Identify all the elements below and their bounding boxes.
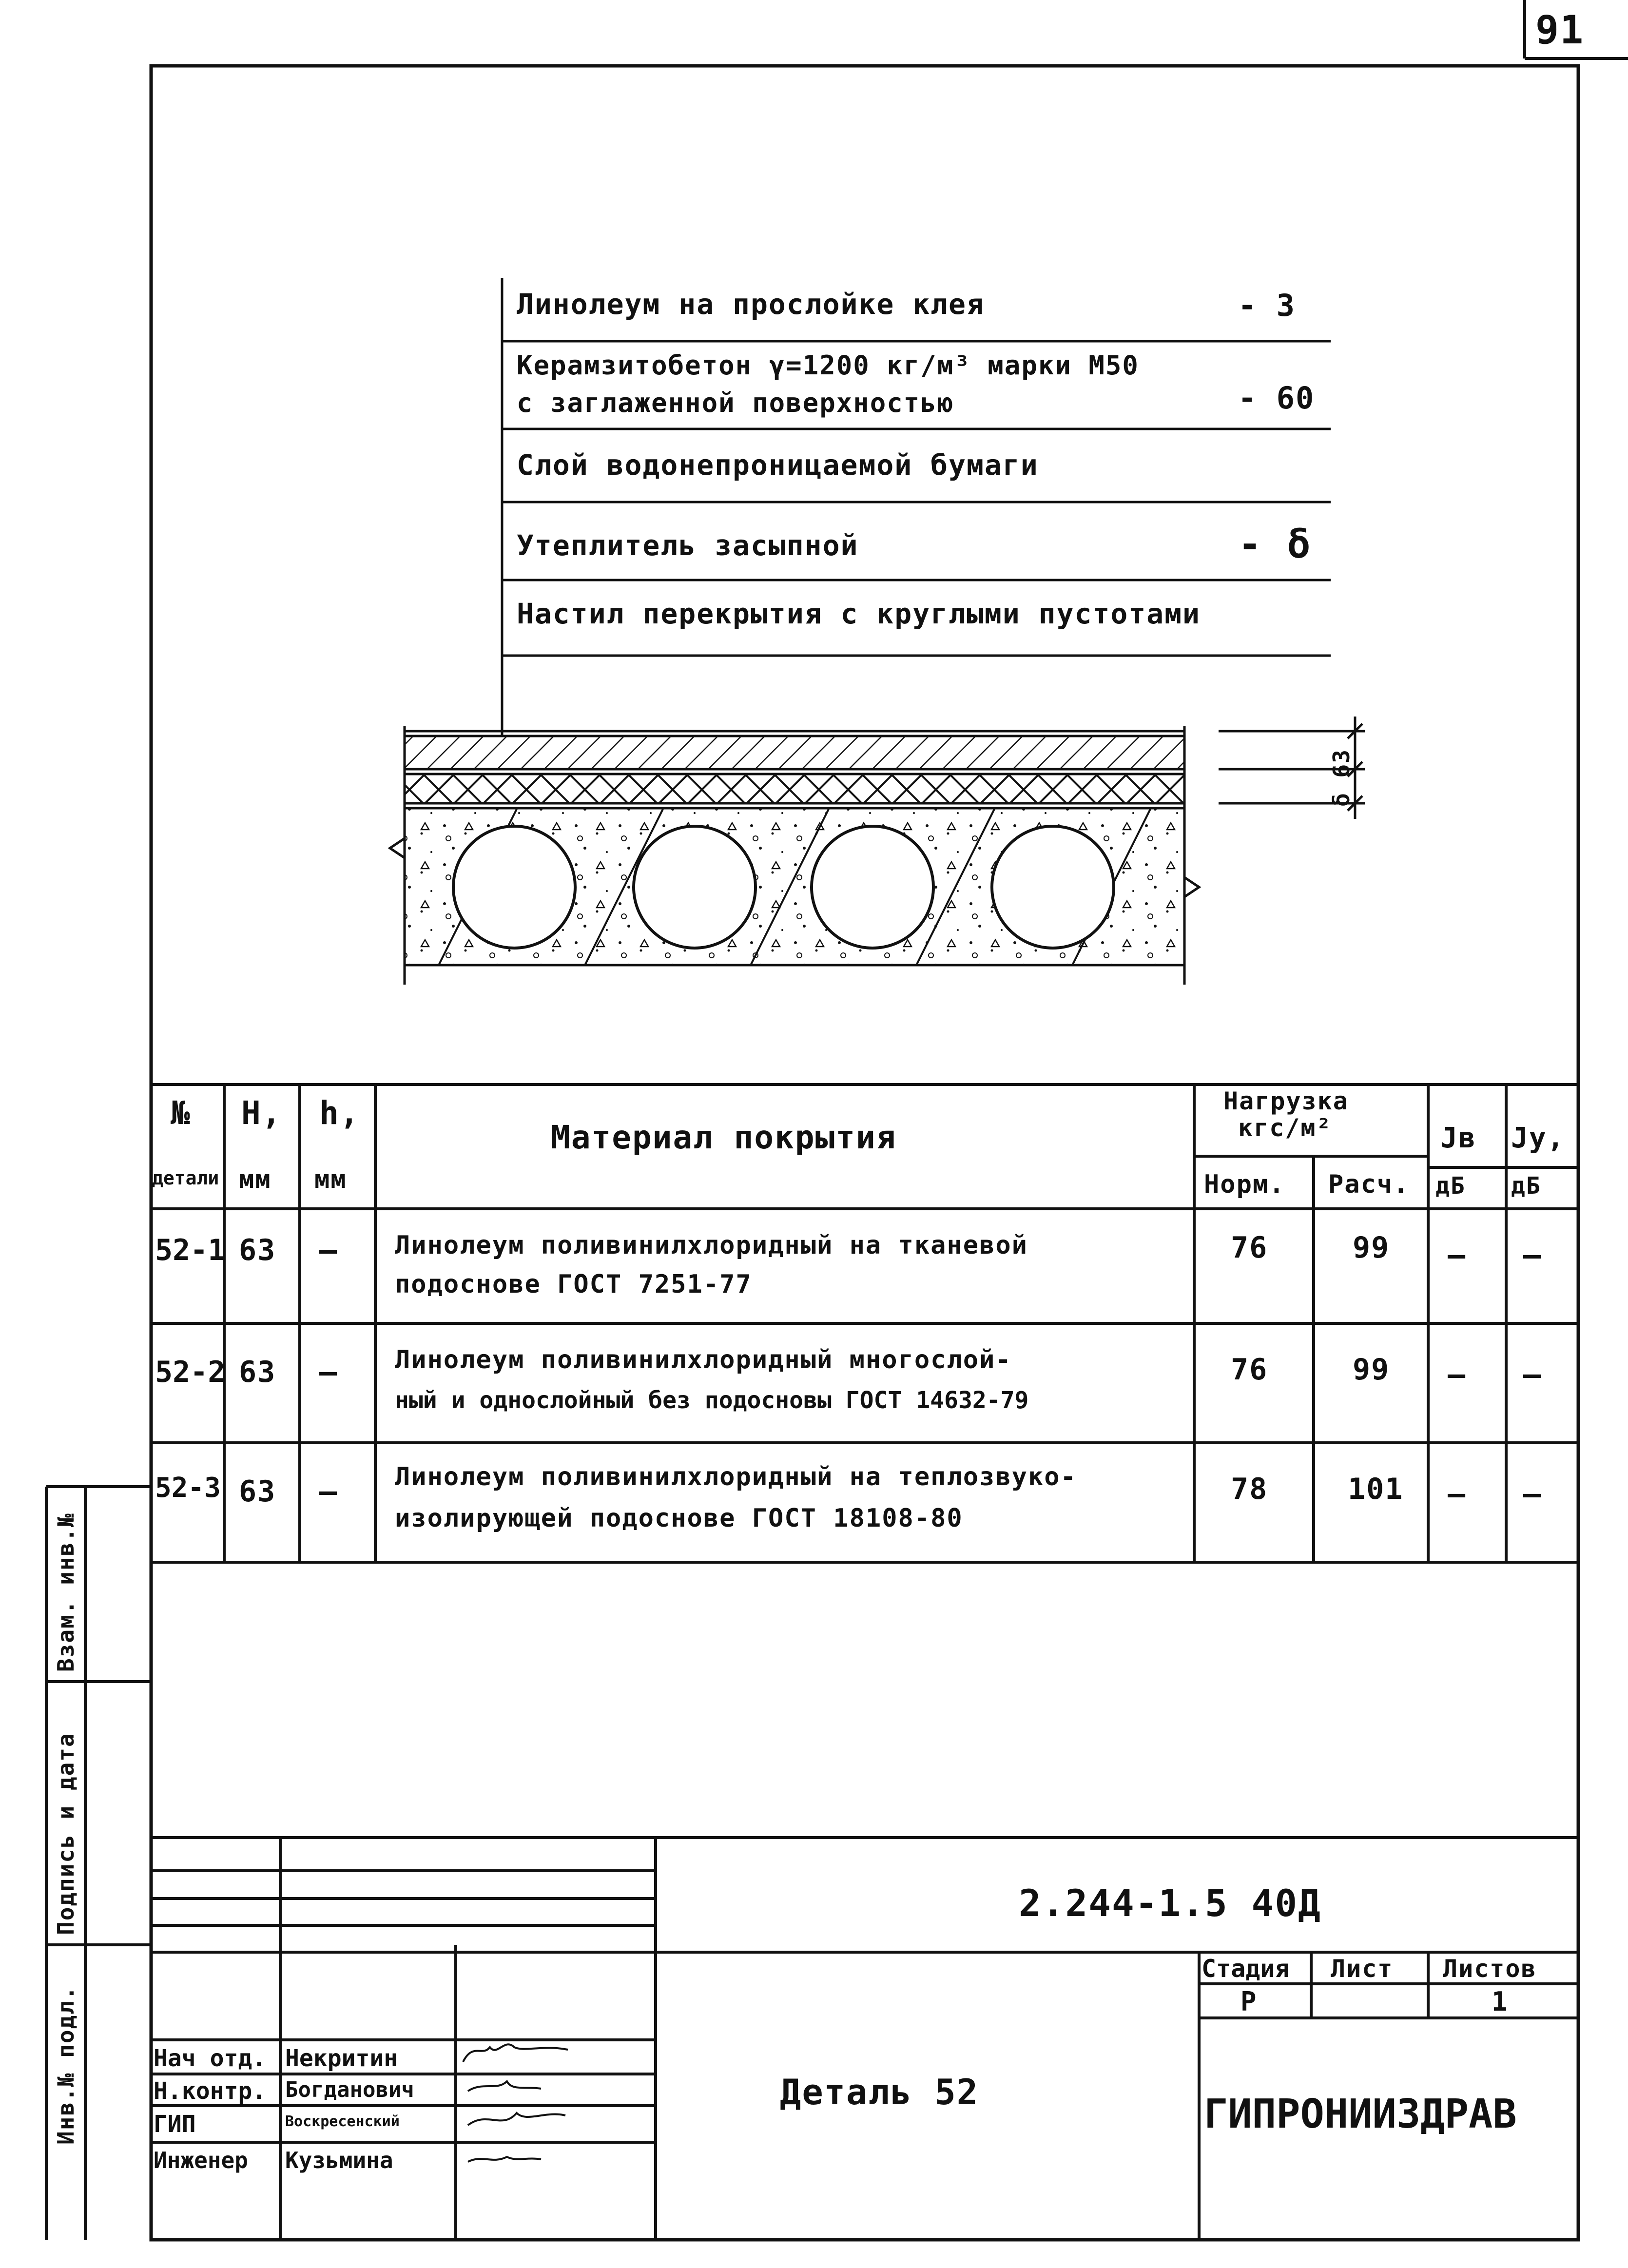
title-block-grid [151,1838,1578,2240]
person-3-name: Воскресенский [285,2113,400,2130]
person-3-role: ГИП [154,2111,196,2138]
header-jb: Jв [1440,1121,1476,1154]
sheet-label: Лист [1331,1955,1394,1983]
row-1-material-1: Линолеум поливинилхлоридный на тканевой [395,1231,1028,1260]
slab-void-2 [634,826,756,948]
stage-value: Р [1240,1986,1258,2017]
row-3-calc: 101 [1348,1472,1404,1506]
signatures [463,2044,568,2162]
row-1-norm: 76 [1231,1231,1268,1265]
row-3-no: 52-3 [155,1472,221,1504]
layer-2-text-line2: с заглаженной поверхностью [517,388,954,418]
row-2-norm: 76 [1231,1353,1268,1387]
header-load-unit: кгс/м² [1238,1114,1332,1142]
layer-1-thickness: - 3 [1238,288,1296,323]
layer-4-thickness: - δ [1238,522,1312,567]
person-1-name: Некритин [285,2045,398,2072]
row-2-jb: — [1448,1357,1467,1392]
person-2-role: Н.контр. [154,2077,267,2105]
person-4-role: Инженер [154,2147,248,2173]
header-calc: Расч. [1328,1170,1410,1199]
organization: ГИПРОНИИЗДРАВ [1204,2091,1517,2137]
layer-2-thickness: - 60 [1238,380,1315,416]
doc-code: 2.244-1.5 40Д [1019,1881,1321,1925]
sheet-number: 91 [1535,7,1585,53]
header-jy-unit: дБ [1511,1172,1541,1200]
row-1-H: 63 [239,1233,276,1267]
row-3-norm: 78 [1231,1472,1268,1506]
row-1-jb: — [1448,1238,1467,1272]
row-3-material-2: изолирующей подоснове ГОСТ 18108-80 [395,1504,963,1533]
row-3-h: — [319,1474,338,1509]
layer-1-text: Линолеум на прослойке клея [517,288,985,321]
row-2-h: — [319,1355,338,1389]
header-H-unit: мм [239,1165,271,1194]
person-2-name: Богданович [285,2077,414,2102]
sheets-value: 1 [1492,1986,1509,2017]
layer-callout-lines [502,278,1331,736]
header-h: h, [319,1094,360,1132]
row-2-material-2: ный и однослойный без подосновы ГОСТ 14632-79 [395,1387,1029,1414]
row-1-h: — [319,1233,338,1267]
row-3-material-1: Линолеум поливинилхлоридный на теплозвуко- [395,1462,1077,1492]
header-norm: Норм. [1204,1170,1285,1199]
drawing-title: Деталь 52 [780,2072,979,2113]
row-1-calc: 99 [1353,1231,1390,1265]
side-stamp-inv-repl: Взам. инв.№ [53,1512,79,1672]
slab-void-4 [992,826,1114,948]
floor-section [390,726,1199,985]
side-stamp-inv-orig: Инв.№ подл. [53,1985,79,2145]
row-3-jy: — [1523,1477,1542,1511]
person-1-role: Нач отд. [154,2045,267,2072]
header-jb-unit: дБ [1435,1172,1466,1200]
layer-4-text: Утеплитель засыпной [517,529,859,562]
sheets-label: Листов [1443,1955,1537,1983]
row-2-jy: — [1523,1357,1542,1392]
header-detail-no: № [171,1094,191,1132]
header-detail-word: детали [152,1167,219,1189]
row-2-calc: 99 [1353,1353,1390,1387]
layer-2-text-line1: Керамзитобетон γ=1200 кг/м³ марки М50 [517,350,1139,381]
side-stamp-sign-date: Подпись и дата [53,1732,79,1935]
layer-5-text: Настил перекрытия с круглыми пустотами [517,597,1201,630]
row-1-jy: — [1523,1238,1542,1272]
row-2-material-1: Линолеум поливинилхлоридный многослой- [395,1345,1012,1375]
header-h-unit: мм [314,1165,347,1194]
header-load: Нагрузка [1223,1087,1349,1115]
header-jy: Jу, [1511,1121,1565,1154]
row-3-H: 63 [239,1474,276,1509]
person-4-name: Кузьмина [285,2147,393,2173]
header-H: Н, [241,1094,282,1132]
row-2-H: 63 [239,1355,276,1389]
slab-void-3 [812,826,933,948]
row-1-material-2: подоснове ГОСТ 7251-77 [395,1270,752,1299]
row-2-no: 52-2 [155,1355,226,1389]
dimension-label: δ 63 [1328,749,1355,807]
slab-void-1 [453,826,575,948]
stage-label: Стадия [1202,1955,1290,1983]
row-3-jb: — [1448,1477,1467,1511]
header-material: Материал покрытия [551,1119,897,1156]
row-1-no: 52-1 [155,1233,226,1267]
layer-3-text: Слой водонепроницаемой бумаги [517,448,1039,482]
